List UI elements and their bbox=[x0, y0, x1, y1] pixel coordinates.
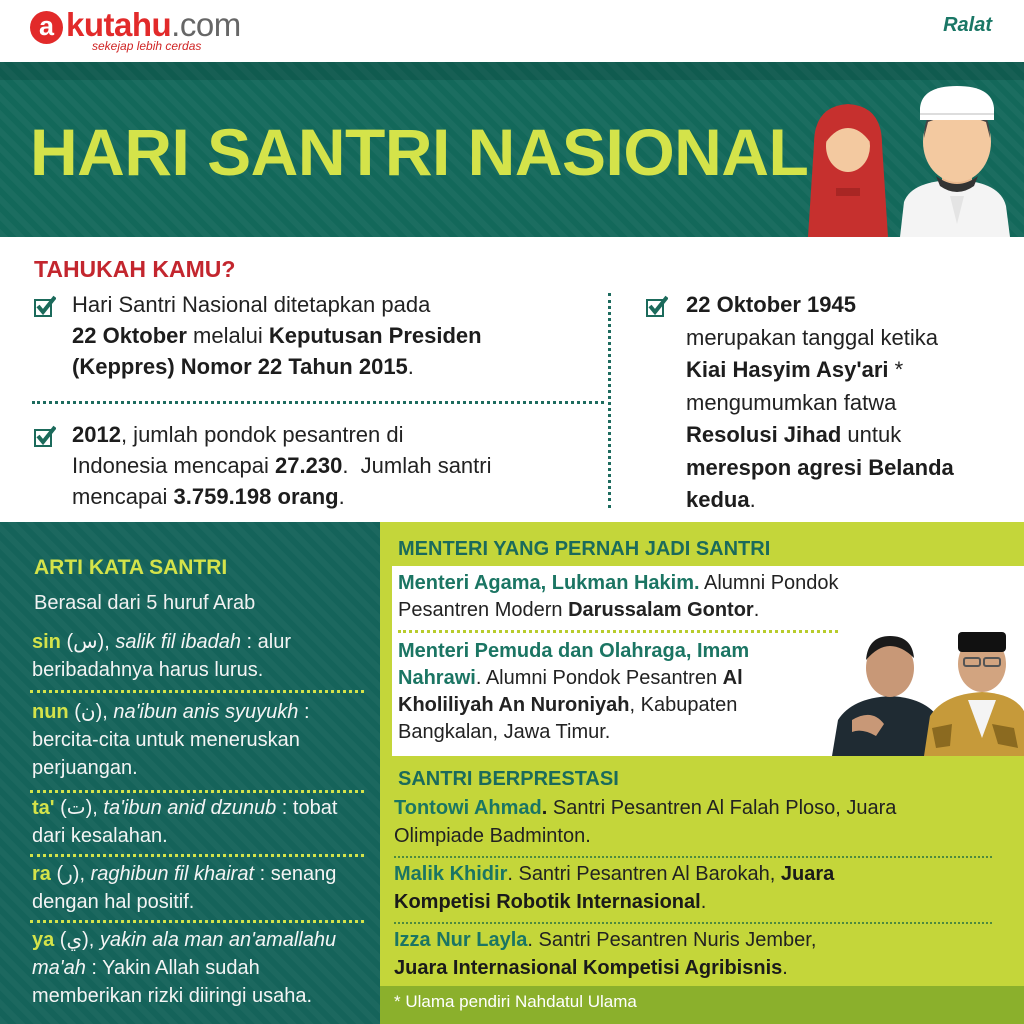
letter-item: ya (ي), yakin ala man an'amallahu ma'ah : Yakin Allah sudah memberikan rizki diiringi usaha. bbox=[32, 929, 337, 1007]
menteri-agama-line: Pesantren Modern Darussalam Gontor. bbox=[398, 599, 760, 621]
dotted-divider bbox=[30, 690, 364, 693]
fact-line: 22 Oktober 1945 bbox=[686, 292, 856, 317]
letter-item: sin (س), salik fil ibadah : alur beribadahnya harus lurus. bbox=[32, 631, 291, 681]
checkbox-checked-icon bbox=[34, 295, 56, 317]
tahukah-kamu-section bbox=[0, 237, 1024, 522]
menteri-santri-panel bbox=[380, 522, 1024, 1024]
dotted-divider bbox=[30, 790, 364, 793]
ministers-photo bbox=[832, 628, 1024, 756]
fact-line: mengumumkan fatwa bbox=[686, 389, 897, 415]
letter-item: nun (ن), na'ibun anis syuyukh : bercita-cita untuk meneruskan perjuangan. bbox=[32, 701, 310, 779]
menteri-box bbox=[392, 566, 1024, 756]
logo-name: kutahu bbox=[66, 6, 172, 43]
santri-item: Tontowi Ahmad. Santri Pesantren Al Falah Ploso, Juara Olimpiade Badminton. bbox=[394, 797, 897, 847]
logo-mark: a bbox=[30, 11, 63, 44]
fact-line: 22 Oktober melalui Keputusan Presiden bbox=[72, 323, 482, 348]
ralat-label: Ralat bbox=[943, 14, 992, 36]
fact-line: merespon agresi Belanda bbox=[686, 454, 954, 480]
fact-pesantren-count bbox=[72, 419, 602, 512]
santri-item: Malik Khidir. Santri Pesantren Al Barokah, Juara Kompetisi Robotik Internasional. bbox=[394, 863, 835, 913]
menteri-pemuda-line: Menteri Pemuda dan Olahraga, Imam bbox=[398, 640, 750, 662]
fact-line: Kiai Hasyim Asy'ari * bbox=[686, 357, 904, 382]
dotted-divider bbox=[394, 922, 992, 924]
menteri-pemuda-line: Kholiliyah An Nuroniyah, Kabupaten bbox=[398, 694, 738, 716]
santri-figures-illustration bbox=[800, 84, 1010, 237]
menteri-pemuda-line: Bangkalan, Jawa Timur. bbox=[398, 721, 611, 743]
arti-kata-santri-panel bbox=[0, 522, 380, 1024]
menteri-heading: MENTERI YANG PERNAH JADI SANTRI bbox=[398, 538, 771, 560]
dotted-divider bbox=[30, 854, 364, 857]
fact-keppres bbox=[72, 289, 592, 382]
fact-line: Indonesia mencapai 27.230. Jumlah santri bbox=[72, 453, 492, 478]
fact-line: mencapai 3.759.198 orang. bbox=[72, 484, 345, 509]
arti-intro: Berasal dari 5 huruf Arab bbox=[34, 592, 256, 614]
dotted-divider bbox=[394, 856, 992, 858]
banner-shade bbox=[0, 62, 1024, 80]
fact-line: (Keppres) Nomor 22 Tahun 2015. bbox=[72, 354, 414, 379]
checkbox-checked-icon bbox=[34, 425, 56, 447]
tahukah-heading: TAHUKAH KAMU? bbox=[34, 256, 236, 282]
logo-tagline: sekejap lebih cerdas bbox=[92, 39, 202, 53]
dotted-divider bbox=[32, 401, 604, 404]
santri-item: Izza Nur Layla. Santri Pesantren Nuris Jember, Juara Internasional Kompetisi Agribisnis. bbox=[394, 929, 817, 979]
checkbox-checked-icon bbox=[646, 295, 668, 317]
dotted-divider bbox=[30, 920, 364, 923]
dotted-divider bbox=[398, 630, 838, 633]
top-bar bbox=[0, 0, 1024, 62]
footnote: * Ulama pendiri Nahdatul Ulama bbox=[394, 992, 637, 1011]
fact-line: 2012, jumlah pondok pesantren di bbox=[72, 422, 404, 447]
vertical-dotted-divider bbox=[608, 293, 611, 508]
page-title: HARI SANTRI NASIONAL bbox=[30, 115, 809, 189]
menteri-agama-line: Menteri Agama, Lukman Hakim. Alumni Pondok bbox=[398, 572, 839, 594]
fact-line: Resolusi Jihad untuk bbox=[686, 422, 902, 447]
fact-line: kedua. bbox=[686, 487, 756, 512]
arti-heading: ARTI KATA SANTRI bbox=[34, 556, 228, 579]
santri-berprestasi-heading: SANTRI BERPRESTASI bbox=[398, 768, 619, 790]
letter-item: ta' (ت), ta'ibun anid dzunub : tobat dari kesalahan. bbox=[32, 797, 338, 847]
fact-line: merupakan tanggal ketika bbox=[686, 324, 938, 350]
logo-domain: .com bbox=[171, 6, 241, 43]
letter-item: ra (ر), raghibun fil khairat : senang dengan hal positif. bbox=[32, 863, 337, 913]
fact-resolusi-jihad bbox=[686, 289, 1016, 517]
title-banner bbox=[0, 62, 1024, 237]
menteri-pemuda-line: Nahrawi. Alumni Pondok Pesantren Al bbox=[398, 667, 743, 689]
fact-line: Hari Santri Nasional ditetapkan pada bbox=[72, 292, 431, 317]
